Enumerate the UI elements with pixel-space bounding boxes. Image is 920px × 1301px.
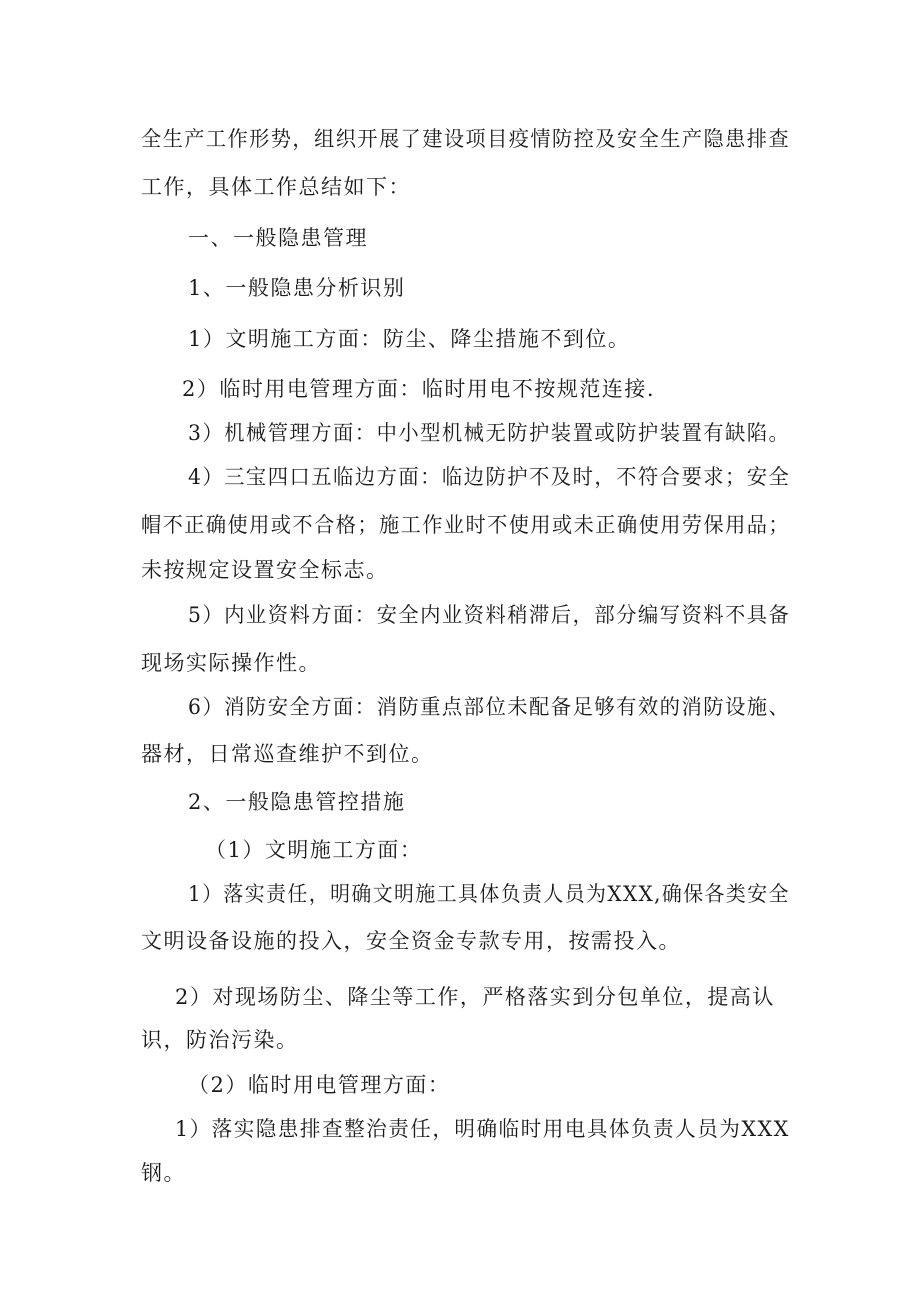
paragraph-line: 现场实际操作性。 xyxy=(141,651,321,675)
paragraph-line: 文明设备设施的投入，安全资金专款专用，按需投入。 xyxy=(141,929,681,953)
list-item: 2）对现场防尘、降尘等工作，严格落实到分包单位，提高认 xyxy=(175,985,775,1009)
paragraph-line: 未按规定设置安全标志。 xyxy=(141,558,389,582)
list-item: 6）消防安全方面：消防重点部位未配备足够有效的消防设施、 xyxy=(188,695,791,719)
list-item: 1）落实责任，明确文明施工具体负责人员为XXX,确保各类安全 xyxy=(188,882,790,906)
paragraph-line: 全生产工作形势，组织开展了建设项目疫情防控及安全生产隐患排查 xyxy=(141,127,791,151)
list-item: 2）临时用电管理方面：临时用电不按规范连接. xyxy=(182,377,656,401)
paragraph-line: 识，防治污染。 xyxy=(141,1028,299,1052)
paragraph-line: 钢。 xyxy=(141,1161,186,1185)
list-item: 4）三宝四口五临边方面：临边防护不及时，不符合要求；安全 xyxy=(188,465,791,489)
list-item: 3）机械管理方面：中小型机械无防护装置或防护装置有缺陷。 xyxy=(188,421,791,445)
sub-item-heading: （2）临时用电管理方面： xyxy=(188,1073,451,1097)
subsection-heading: 2、一般隐患管控措施 xyxy=(188,790,406,814)
paragraph-line: 工作，具体工作总结如下： xyxy=(141,175,411,199)
paragraph-line: 帽不正确使用或不合格；施工作业时不使用或未正确使用劳保用品； xyxy=(141,513,791,537)
paragraph-line: 器材，日常巡查维护不到位。 xyxy=(141,742,434,766)
sub-item-heading: （1）文明施工方面： xyxy=(205,838,423,862)
subsection-heading: 1、一般隐患分析识别 xyxy=(188,276,406,300)
list-item: 1）落实隐患排查整治责任，明确临时用电具体负责人员为XXX xyxy=(175,1117,790,1141)
list-item: 1）文明施工方面：防尘、降尘措施不到位。 xyxy=(188,327,631,351)
list-item: 5）内业资料方面：安全内业资料稍滞后，部分编写资料不具备 xyxy=(188,603,791,627)
section-heading: 一、一般隐患管理 xyxy=(188,226,368,250)
